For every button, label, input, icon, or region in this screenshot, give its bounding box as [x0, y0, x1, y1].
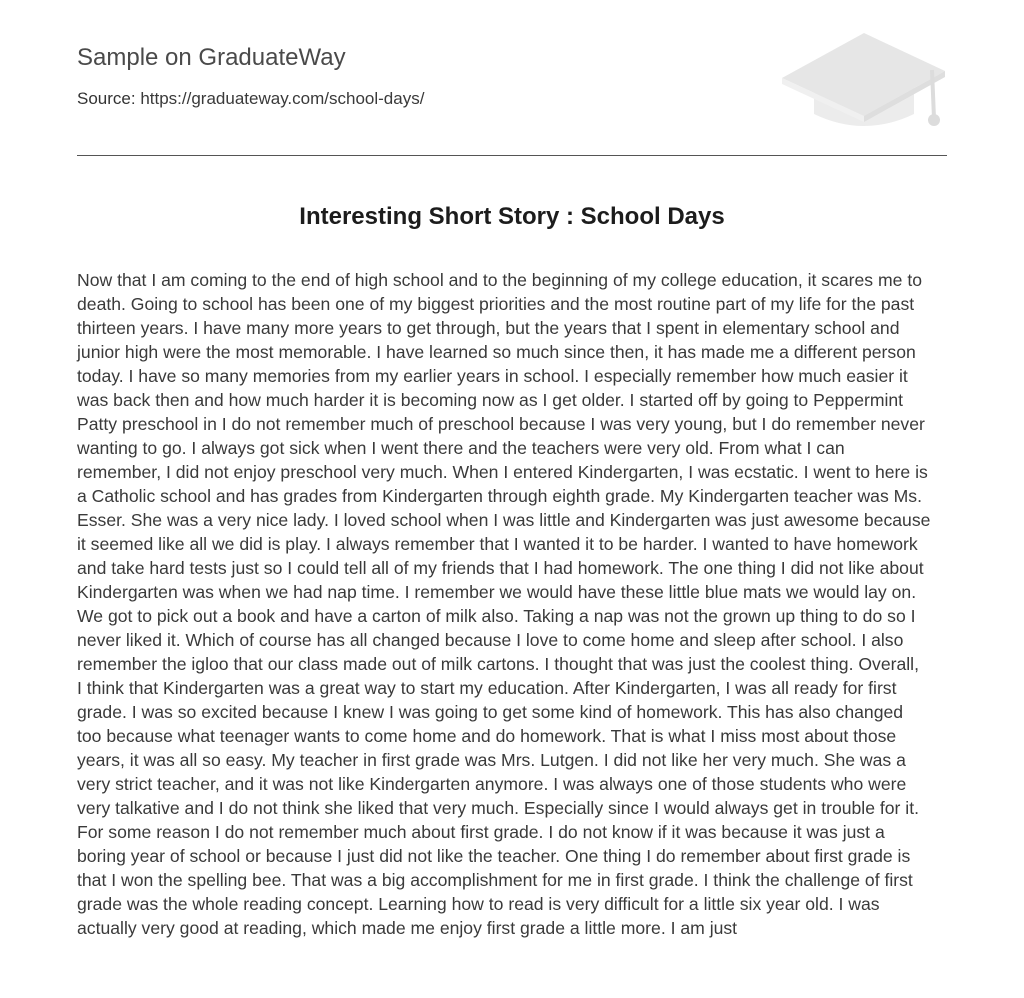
essay-body: [77, 268, 947, 940]
essay-line: and take hard tests just so I could tell all of my friends that I had homework. The one thing I did not like about: [77, 558, 924, 578]
essay-line: For some reason I do not remember much about first grade. I do not know if it was because it was just a: [77, 822, 885, 842]
essay-line: was back then and how much harder it is becoming now as I get older. I started off by going to Peppermint: [77, 390, 904, 410]
essay-line: Now that I am coming to the end of high school and to the beginning of my college education, it scares me to: [77, 270, 922, 290]
essay-line: actually very good at reading, which made me enjoy first grade a little more. I am just: [77, 918, 738, 938]
essay-line: wanting to go. I always got sick when I went there and the teachers were very old. From what I can: [77, 438, 845, 458]
page-header: [77, 0, 947, 156]
essay-line: junior high were the most memorable. I have learned so much since then, it has made me a different person: [77, 342, 916, 362]
essay-line: too because what teenager wants to come home and do homework. That is what I miss most about those: [77, 726, 897, 746]
page-title: Interesting Short Story : School Days: [299, 203, 725, 230]
graduation-cap-icon: [782, 30, 947, 132]
header-divider: [77, 155, 947, 156]
essay-line: never liked it. Which of course has all changed because I love to come home and sleep after school. I also: [77, 630, 904, 650]
essay-line: remember, I did not enjoy preschool very much. When I entered Kindergarten, I was ecstatic. I went to here is: [77, 462, 928, 482]
source-line: [77, 89, 424, 109]
essay-line: grade. I was so excited because I knew I was going to get some kind of homework. This has also changed: [77, 702, 904, 722]
essay-line: today. I have so many memories from my earlier years in school. I especially remember how much easier it: [77, 366, 908, 386]
essay-line: Kindergarten was when we had nap time. I remember we would have these little blue mats we would lay on.: [77, 582, 917, 602]
source-link[interactable]: https://graduateway.com/school-days/: [140, 89, 425, 108]
essay-line: Esser. She was a very nice lady. I loved school when I was little and Kindergarten was just awesome because: [77, 510, 931, 530]
essay-line: a Catholic school and has grades from Kindergarten through eighth grade. My Kindergarten teacher was Ms.: [77, 486, 922, 506]
essay-line: grade was the whole reading concept. Learning how to read is very difficult for a little six year old. I was: [77, 894, 880, 914]
essay-line: remember the igloo that our class made out of milk cartons. I thought that was just the coolest thing. Overall,: [77, 654, 919, 674]
site-title: Sample on GraduateWay: [77, 44, 346, 71]
essay-line: that I won the spelling bee. That was a big accomplishment for me in first grade. I think the challenge of first: [77, 870, 913, 890]
source-label: Source:: [77, 89, 136, 108]
essay-line: Patty preschool in I do not remember much of preschool because I was very young, but I do remember never: [77, 414, 925, 434]
essay-line: I think that Kindergarten was a great way to start my education. After Kindergarten, I was all ready for first: [77, 678, 897, 698]
essay-line: thirteen years. I have many more years to get through, but the years that I spent in elementary school and: [77, 318, 900, 338]
essay-line: very talkative and I do not think she liked that very much. Especially since I would always get in trouble for it.: [77, 798, 919, 818]
essay-line: it seemed like all we did is play. I always remember that I wanted it to be harder. I wanted to have homework: [77, 534, 918, 554]
essay-line: very strict teacher, and it was not like Kindergarten anymore. I was always one of those students who were: [77, 774, 907, 794]
essay-line: We got to pick out a book and have a carton of milk also. Taking a nap was not the grown up thing to do so I: [77, 606, 916, 626]
essay-line: years, it was all so easy. My teacher in first grade was Mrs. Lutgen. I did not like her very much. She was a: [77, 750, 906, 770]
essay-line: death. Going to school has been one of my biggest priorities and the most routine part of my life for the past: [77, 294, 915, 314]
essay-line: boring year of school or because I just did not like the teacher. One thing I do remember about first grade is: [77, 846, 911, 866]
